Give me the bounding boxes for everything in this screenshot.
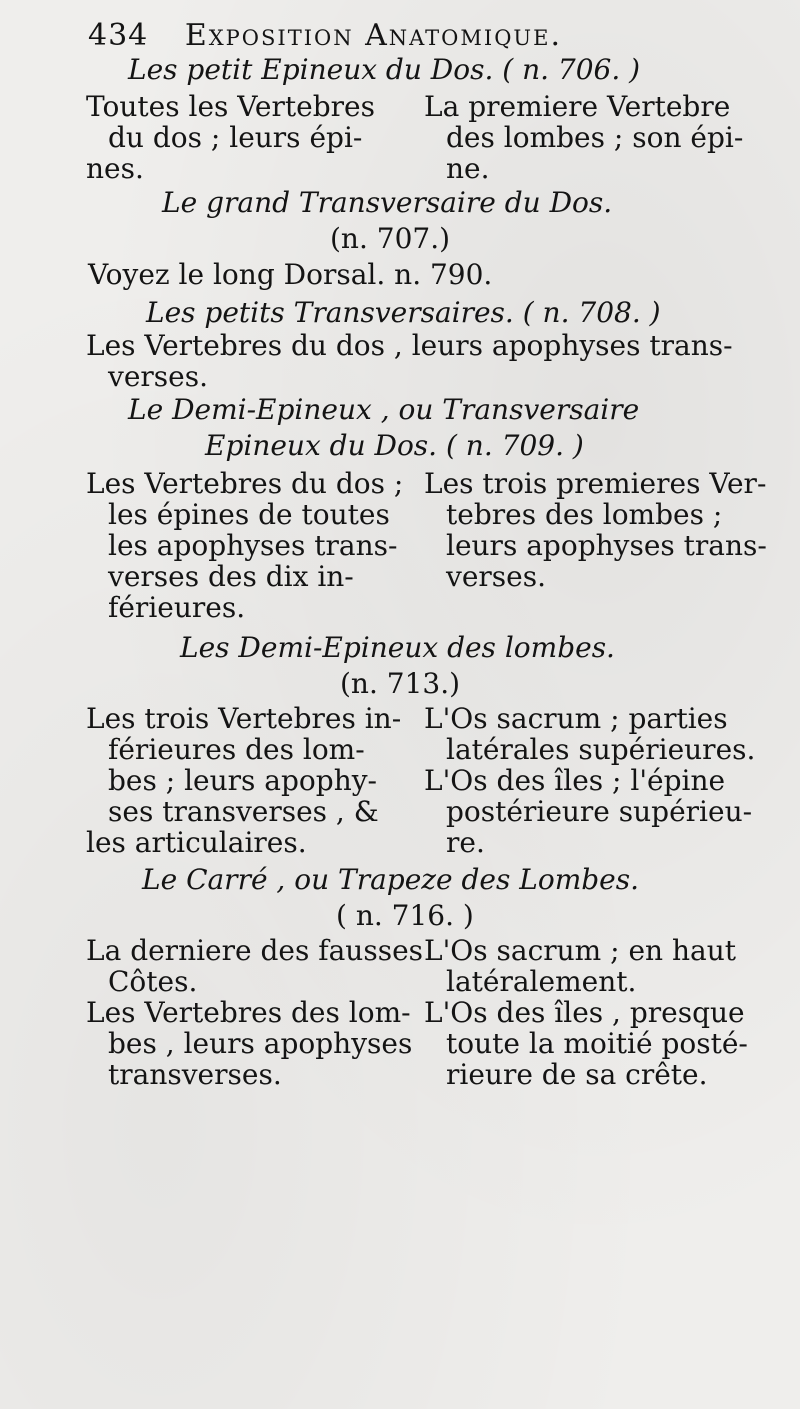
insertion-column bbox=[424, 91, 743, 184]
text-line: les articulaires. bbox=[86, 826, 307, 859]
origin-column bbox=[86, 703, 401, 858]
section-heading: Les Demi-Epineux des lombes. bbox=[180, 631, 615, 664]
text-line: verses. bbox=[108, 360, 208, 393]
text-line: nes. bbox=[86, 152, 144, 185]
text-line: Les Vertebres des lom- bbox=[86, 996, 411, 1029]
text-line: tebres des lombes ; bbox=[446, 498, 723, 531]
text-line: leurs apophyses trans- bbox=[446, 529, 767, 562]
text-line: L'Os des îles , presque bbox=[424, 996, 745, 1029]
text-line: Voyez le long Dorsal. n. 790. bbox=[88, 258, 493, 291]
section-heading: Epineux du Dos. ( n. 709. ) bbox=[205, 429, 584, 462]
text-line: Les Vertebres du dos ; bbox=[86, 467, 404, 500]
text-block bbox=[86, 330, 733, 392]
text-line: verses. bbox=[446, 560, 546, 593]
origin-column bbox=[86, 91, 375, 184]
section-heading: Les petit Epineux du Dos. ( n. 706. ) bbox=[128, 53, 641, 86]
text-line: Les Vertebres du dos , leurs apophyses trans- bbox=[86, 329, 733, 362]
text-line: férieures. bbox=[108, 591, 246, 624]
text-line: La derniere des fausses bbox=[86, 934, 424, 967]
section-number: (n. 707.) bbox=[330, 222, 451, 255]
origin-column bbox=[86, 935, 423, 1090]
section-number: ( n. 716. ) bbox=[336, 899, 474, 932]
text-line: ne. bbox=[446, 152, 490, 185]
section-heading: Le Demi-Epineux , ou Transversaire bbox=[128, 393, 640, 426]
text-line: L'Os sacrum ; en haut bbox=[424, 934, 736, 967]
text-line: transverses. bbox=[108, 1058, 282, 1091]
text-line: postérieure supérieu- bbox=[446, 795, 753, 828]
text-line: ses transverses , & bbox=[108, 795, 379, 828]
text-line: latéralement. bbox=[446, 965, 637, 998]
text-line: rieure de sa crête. bbox=[446, 1058, 708, 1091]
text-line: Les trois Vertebres in- bbox=[86, 702, 402, 735]
text-line: Côtes. bbox=[108, 965, 198, 998]
text-line: verses des dix in- bbox=[108, 560, 354, 593]
text-line: férieures des lom- bbox=[108, 733, 365, 766]
text-line: Toutes les Vertebres bbox=[86, 90, 375, 123]
running-title: Exposition Anatomique. bbox=[184, 18, 562, 53]
text-line: les apophyses trans- bbox=[108, 529, 398, 562]
running-header bbox=[88, 18, 562, 53]
origin-column bbox=[86, 468, 403, 623]
text-line: du dos ; leurs épi- bbox=[108, 121, 363, 154]
section-number: (n. 713.) bbox=[340, 667, 461, 700]
text-line: latérales supérieures. bbox=[446, 733, 756, 766]
text-line: L'Os des îles ; l'épine bbox=[424, 764, 726, 797]
text-line: L'Os sacrum ; parties bbox=[424, 702, 728, 735]
section-heading: Le Carré , ou Trapeze des Lombes. bbox=[142, 863, 640, 896]
section-heading: Les petits Transversaires. ( n. 708. ) bbox=[146, 296, 661, 329]
insertion-column bbox=[424, 703, 755, 858]
page-number: 434 bbox=[88, 18, 149, 53]
text-line: La premiere Vertebre bbox=[424, 90, 731, 123]
text-line: re. bbox=[446, 826, 485, 859]
insertion-column bbox=[424, 468, 767, 592]
text-line: Les trois premieres Ver- bbox=[424, 467, 767, 500]
section-heading: Le grand Transversaire du Dos. bbox=[162, 186, 613, 219]
text-line: les épines de toutes bbox=[108, 498, 390, 531]
insertion-column bbox=[424, 935, 748, 1090]
text-line: des lombes ; son épi- bbox=[446, 121, 744, 154]
text-line: bes , leurs apophyses bbox=[108, 1027, 413, 1060]
text-line: toute la moitié posté- bbox=[446, 1027, 748, 1060]
text-line: bes ; leurs apophy- bbox=[108, 764, 378, 797]
